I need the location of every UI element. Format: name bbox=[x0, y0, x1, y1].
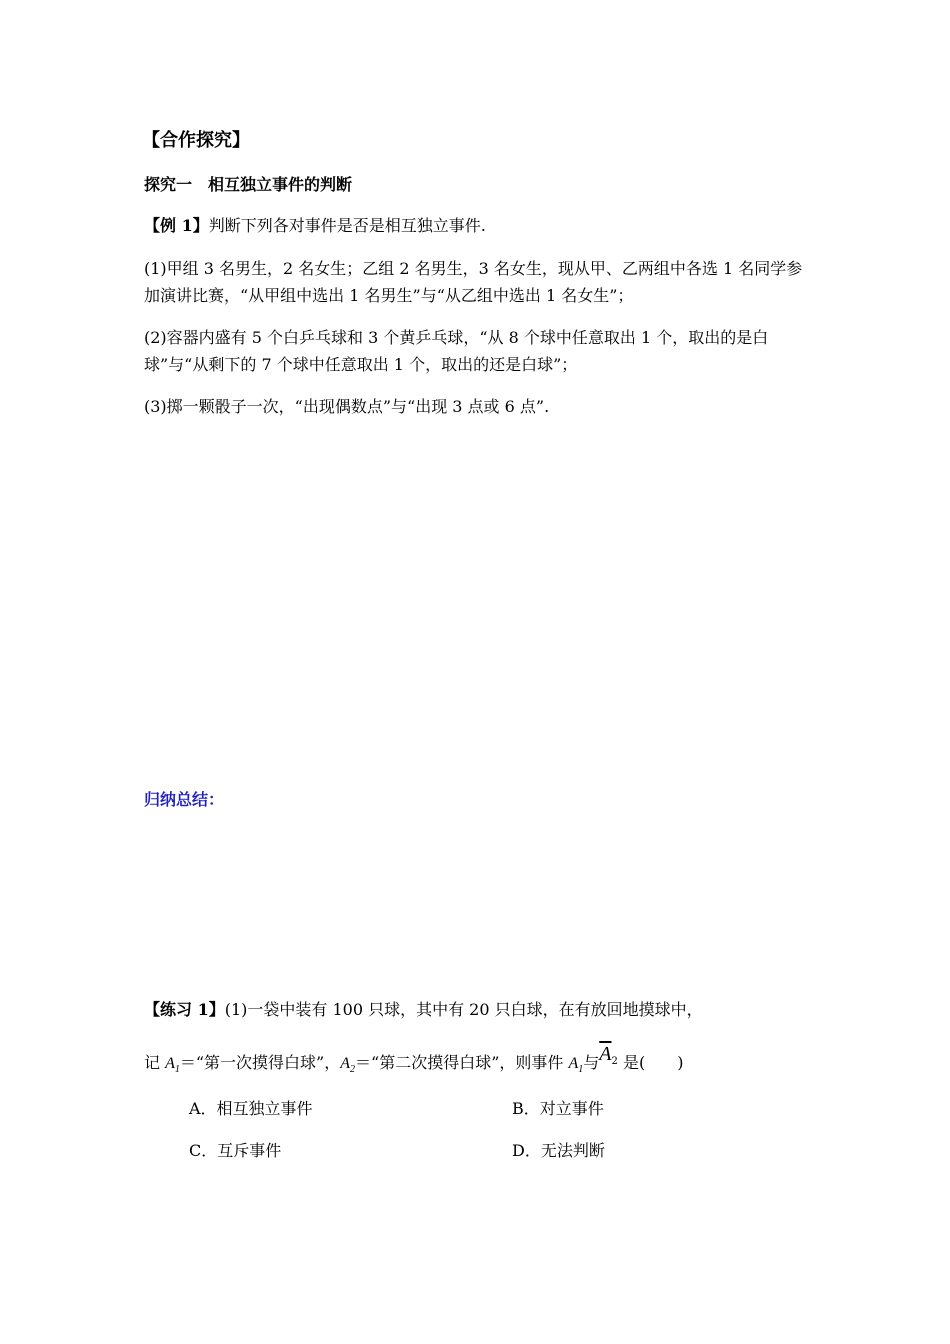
practice1-label: 【练习 1】 bbox=[144, 1000, 225, 1019]
var-a1: $A_1$ bbox=[165, 1055, 180, 1076]
example1-prompt: 判断下列各对事件是否是相互独立事件. bbox=[208, 216, 486, 235]
var-a2: $A_2$ bbox=[340, 1055, 356, 1076]
line2-text-e: 是( ) bbox=[617, 1053, 684, 1072]
section-title: 【合作探究】 bbox=[142, 130, 250, 151]
line2-text-c: ＝“第二次摸得白球”，则事件 bbox=[355, 1053, 569, 1072]
practice1-line2 bbox=[144, 1043, 684, 1076]
example1-header bbox=[144, 213, 486, 236]
option-b[interactable]: B．对立事件 bbox=[512, 1099, 604, 1118]
option-c[interactable]: C．互斥事件 bbox=[189, 1141, 282, 1160]
example1-item1-line2: 加演讲比赛，“从甲组中选出 1 名男生”与“从乙组中选出 1 名女生”； bbox=[144, 286, 634, 305]
example1-item3: (3)掷一颗骰子一次，“出现偶数点”与“出现 3 点或 6 点”. bbox=[144, 397, 550, 416]
line2-text-a: 记 bbox=[144, 1053, 166, 1072]
line2-text-b: ＝“第一次摸得白球”， bbox=[179, 1053, 341, 1072]
option-a[interactable]: A．相互独立事件 bbox=[189, 1099, 313, 1118]
var-a2-complement: $\overline{A}_2$ bbox=[599, 1043, 618, 1068]
practice1-header bbox=[144, 997, 703, 1020]
practice1-line1: (1)一袋中装有 100 只球，其中有 20 只白球，在有放回地摸球中， bbox=[224, 1000, 703, 1019]
option-d[interactable]: D．无法判断 bbox=[512, 1141, 605, 1160]
summary-label: 归纳总结： bbox=[144, 790, 225, 809]
var-a1-again: $A_1$ bbox=[568, 1055, 584, 1076]
explore1-title: 探究一 相互独立事件的判断 bbox=[144, 175, 353, 194]
example1-item2-line2: 球”与“从剩下的 7 个球中任意取出 1 个，取出的还是白球”； bbox=[144, 355, 578, 374]
example1-label: 【例 1】 bbox=[144, 216, 209, 235]
example1-item1-line1: (1)甲组 3 名男生，2 名女生；乙组 2 名男生，3 名女生，现从甲、乙两组中各选 1 名同学参 bbox=[144, 259, 803, 278]
line2-text-d: 与 bbox=[583, 1053, 600, 1072]
example1-item2-line1: (2)容器内盛有 5 个白乒乓球和 3 个黄乒乓球，“从 8 个球中任意取出 1 个，取出的是白 bbox=[144, 328, 769, 347]
